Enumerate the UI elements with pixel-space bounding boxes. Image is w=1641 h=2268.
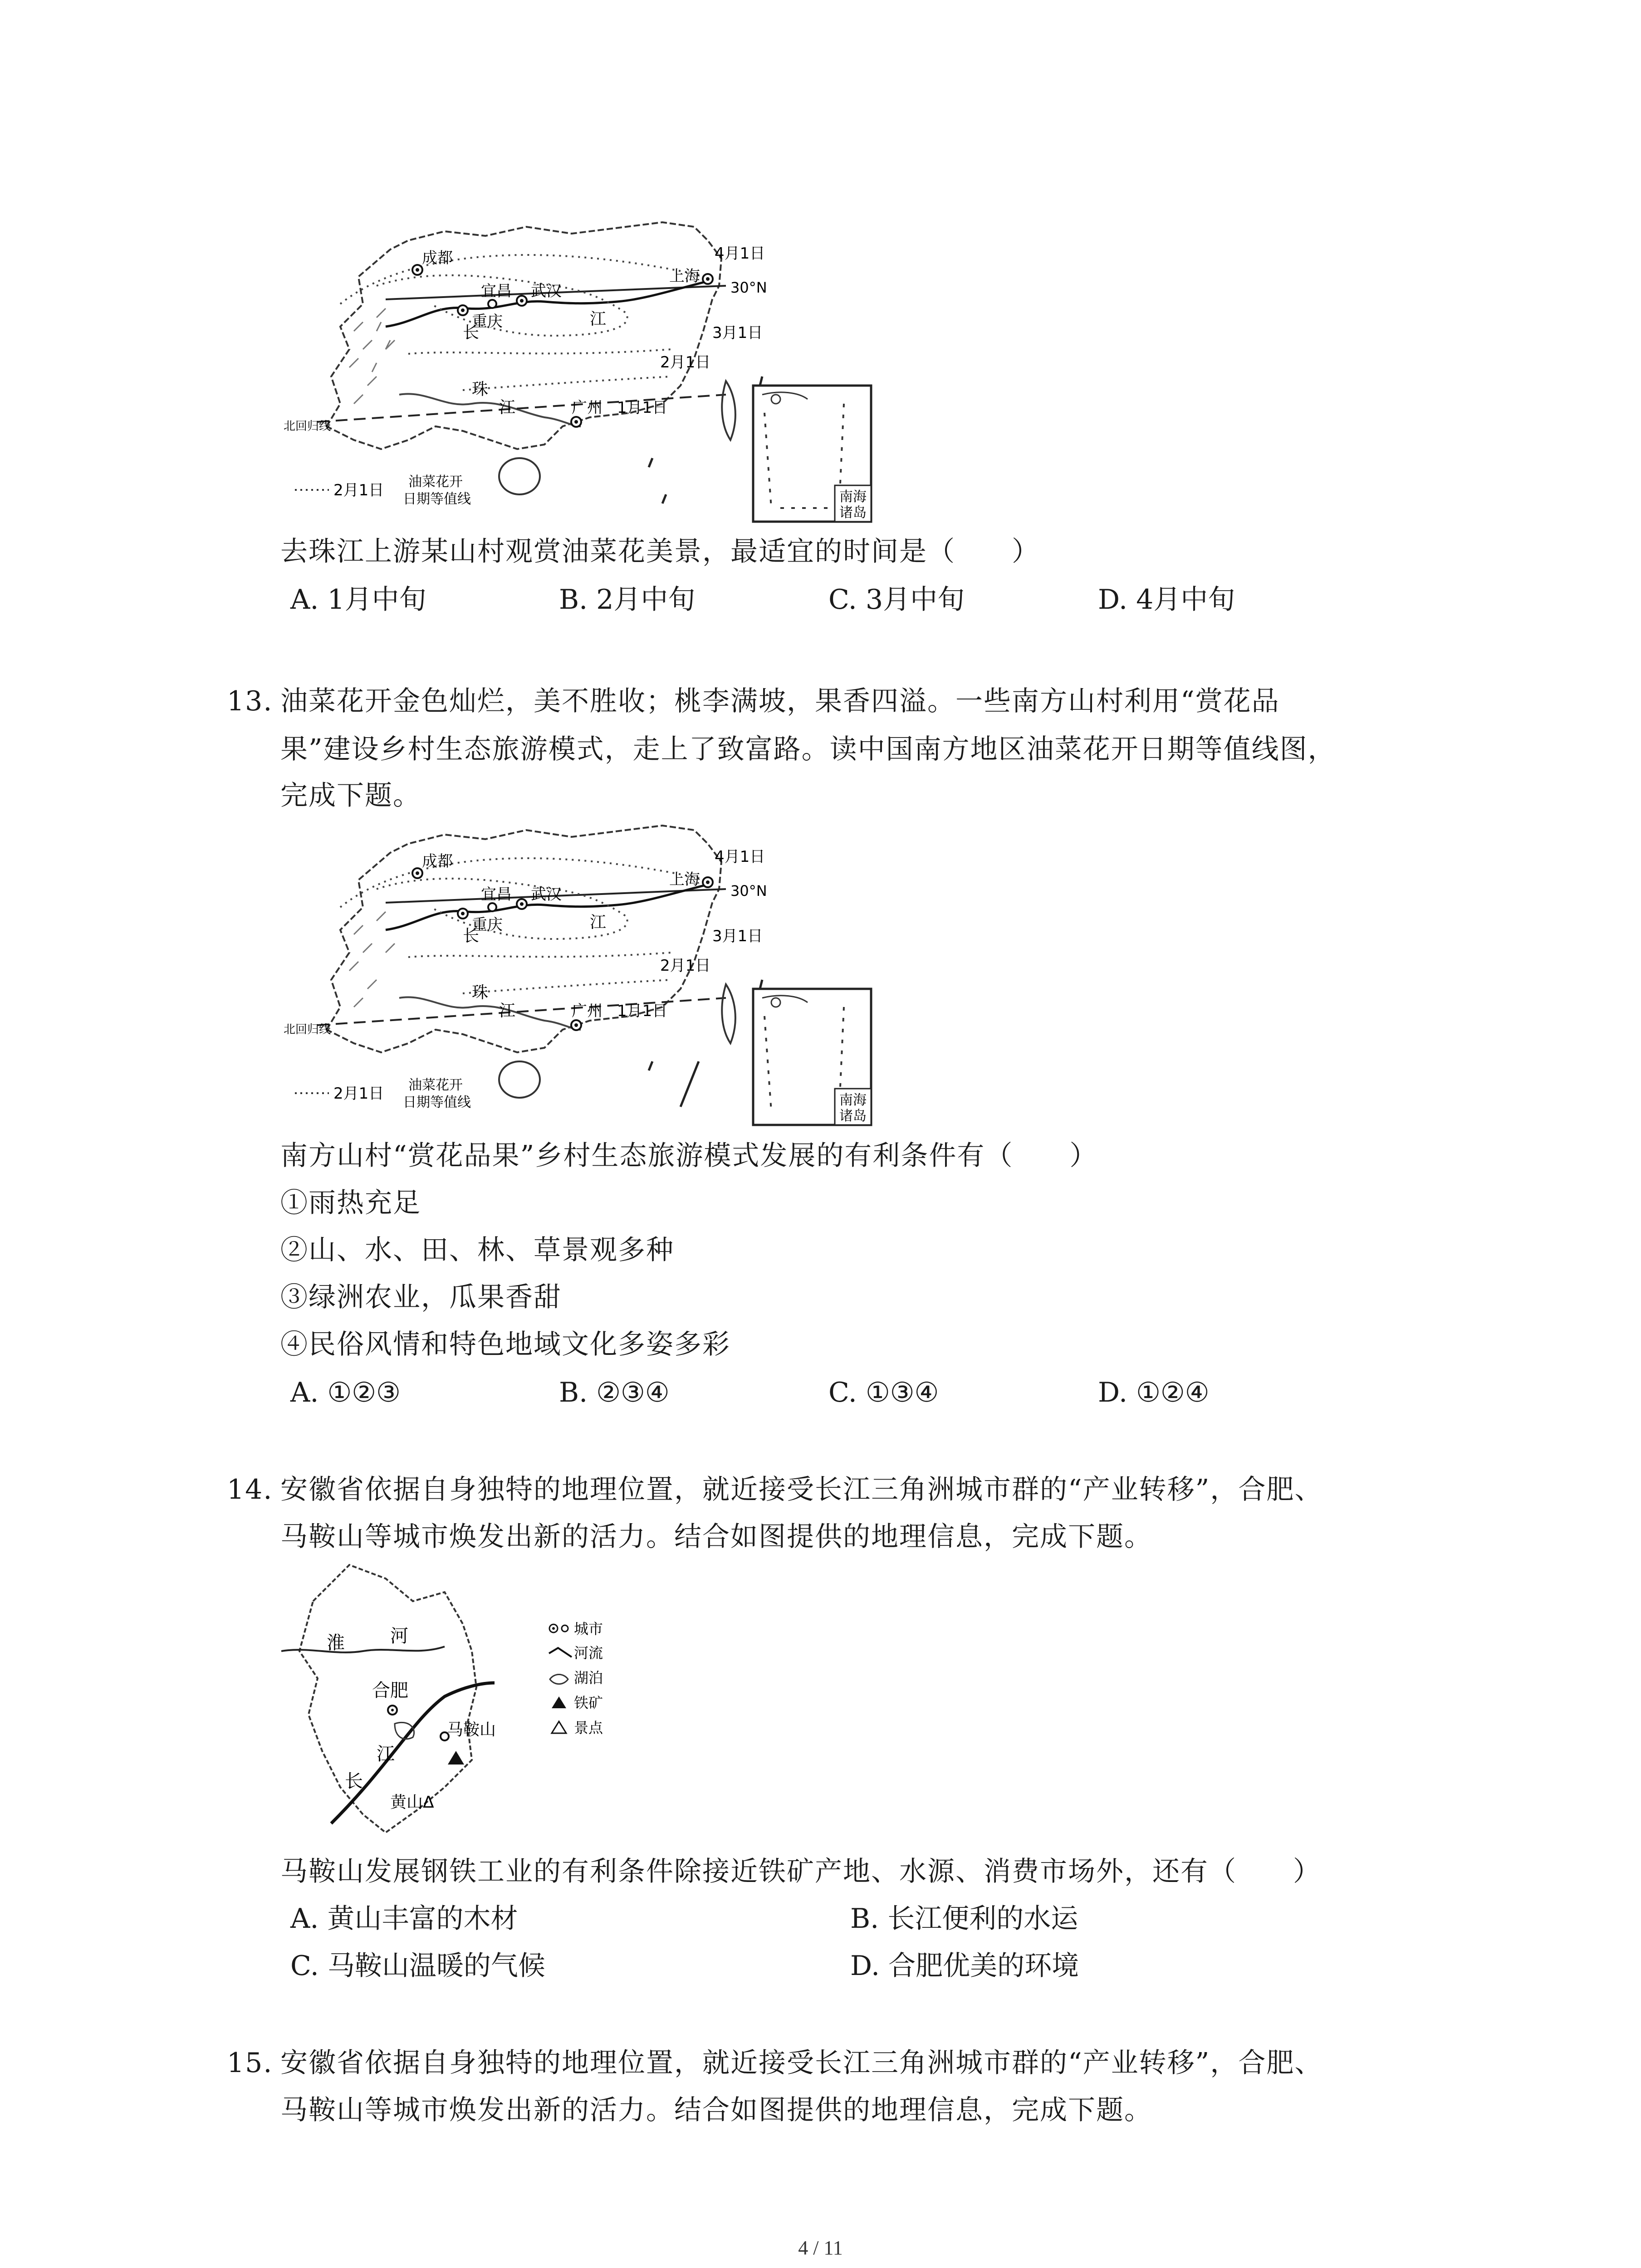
label-huangshan: 黄山Δ — [390, 1793, 434, 1812]
isoline-mar1: 3月1日 — [712, 324, 763, 342]
isoline-mar1: 3月1日 — [712, 927, 763, 945]
q13-intro-line-3: 完成下题。 — [280, 780, 421, 811]
legend-river: 河流 — [574, 1644, 603, 1662]
page-number: 4 / 11 — [798, 2237, 843, 2259]
q13-item-2: ②山、水、田、林、草景观多种 — [280, 1234, 674, 1266]
inset-label-1: 南海 — [839, 1092, 867, 1108]
city-chengdu: 成都 — [422, 249, 453, 267]
city-chongqing: 重庆 — [472, 313, 503, 331]
q14-stem: 马鞍山发展钢铁工业的有利条件除接近铁矿产地、水源、消费市场外，还有（ ） — [280, 1856, 1321, 1887]
q13-intro-line-2: 果”建设乡村生态旅游模式，走上了致富路。读中国南方地区油菜花开日期等值线图， — [280, 733, 1336, 765]
tropic-label: 北回归线 — [284, 1023, 331, 1036]
label-he: 河 — [390, 1626, 408, 1647]
legend-text-2: 日期等值线 — [403, 491, 471, 507]
legend-date: 2月1日 — [333, 481, 384, 499]
q12-stem: 去珠江上游某山村观赏油菜花美景，最适宜的时间是（ ） — [280, 536, 1040, 567]
anhui-map — [281, 1560, 653, 1842]
inset-label-2: 诸岛 — [839, 505, 867, 521]
isoline-jan1: 1月1日 — [617, 1002, 668, 1020]
river-char-jiang-2: 江 — [499, 398, 516, 417]
q14-option-b[interactable]: B. 长江便利的水运 — [850, 1903, 1078, 1935]
q14-option-d[interactable]: D. 合肥优美的环境 — [850, 1950, 1079, 1982]
q13-intro-line-1: 油菜花开金色灿烂，美不胜收；桃李满坡，果香四溢。一些南方山村利用“赏花品 — [280, 685, 1280, 717]
legend-text-2: 日期等值线 — [403, 1095, 471, 1110]
city-wuhan: 武汉 — [531, 282, 562, 300]
isoline-feb1: 2月1日 — [660, 353, 711, 371]
q14-option-c[interactable]: C. 马鞍山温暖的气候 — [290, 1950, 545, 1982]
q14-option-a[interactable]: A. 黄山丰富的木材 — [290, 1903, 518, 1935]
inset-label-1: 南海 — [839, 489, 867, 505]
isoline-jan1: 1月1日 — [617, 399, 668, 417]
legend-text-1: 油菜花开 — [408, 474, 463, 490]
label-hefei: 合肥 — [372, 1680, 408, 1701]
river-char-chang: 长 — [463, 323, 480, 342]
mountain-hatching — [349, 308, 395, 404]
q12-option-a[interactable]: A. 1月中旬 — [290, 584, 426, 616]
legend-lake: 湖泊 — [574, 1669, 603, 1686]
river-char-jiang-2: 江 — [499, 1002, 516, 1020]
label-huai: 淮 — [327, 1633, 345, 1653]
legend-iron-mine: 铁矿 — [574, 1694, 603, 1711]
q15-intro-line-2: 马鞍山等城市焕发出新的活力。结合如图提供的地理信息，完成下题。 — [280, 2094, 1152, 2126]
rapeseed-isoline-map-1 — [272, 213, 880, 531]
q14-intro-line-2: 马鞍山等城市焕发出新的活力。结合如图提供的地理信息，完成下题。 — [280, 1521, 1152, 1553]
q15-number: 15. — [227, 2047, 273, 2079]
q13-option-c[interactable]: C. ①③④ — [828, 1377, 939, 1408]
city-yichang: 宜昌 — [481, 282, 512, 300]
city-wuhan: 武汉 — [531, 885, 562, 904]
river-char-zhu: 珠 — [472, 983, 489, 1002]
q13-option-b[interactable]: B. ②③④ — [559, 1377, 670, 1408]
q13-item-1: ①雨热充足 — [280, 1187, 421, 1219]
river-char-chang: 长 — [463, 927, 480, 945]
river-char-jiang: 江 — [590, 310, 607, 328]
q13-item-4: ④民俗风情和特色地域文化多姿多彩 — [280, 1329, 730, 1360]
city-shanghai: 上海 — [669, 870, 700, 889]
q13-item-3: ③绿洲农业，瓜果香甜 — [280, 1281, 562, 1313]
q13-number: 13. — [227, 685, 273, 717]
q13-option-d[interactable]: D. ①②④ — [1098, 1377, 1210, 1408]
isoline-apr1: 4月1日 — [715, 244, 765, 263]
latitude-label: 30°N — [730, 279, 767, 296]
q14-intro-line-1: 安徽省依据自身独特的地理位置，就近接受长江三角洲城市群的“产业转移”，合肥、 — [280, 1474, 1323, 1505]
q14-number: 14. — [227, 1474, 273, 1505]
label-chang: 长 — [345, 1771, 363, 1792]
city-yichang: 宜昌 — [481, 885, 512, 904]
city-shanghai: 上海 — [669, 267, 700, 285]
legend-text-1: 油菜花开 — [408, 1077, 463, 1093]
latitude-label: 30°N — [730, 882, 767, 899]
label-jiang: 江 — [377, 1744, 395, 1765]
river-char-zhu: 珠 — [472, 380, 489, 399]
q15-intro-line-1: 安徽省依据自身独特的地理位置，就近接受长江三角洲城市群的“产业转移”，合肥、 — [280, 2047, 1323, 2079]
legend-scenic-spot: 景点 — [574, 1719, 603, 1736]
q12-option-b[interactable]: B. 2月中旬 — [559, 584, 696, 616]
city-chongqing: 重庆 — [472, 916, 503, 934]
q12-option-c[interactable]: C. 3月中旬 — [828, 584, 965, 616]
city-guangzhou: 广州 — [572, 399, 603, 417]
legend-city: 城市 — [574, 1620, 603, 1637]
river-char-jiang: 江 — [590, 913, 607, 932]
isoline-apr1: 4月1日 — [715, 848, 765, 866]
label-maanshan: 马鞍山 — [447, 1721, 496, 1739]
city-chengdu: 成都 — [422, 852, 453, 870]
inset-label-2: 诸岛 — [839, 1108, 867, 1124]
q12-option-d[interactable]: D. 4月中旬 — [1098, 584, 1235, 616]
isoline-feb1: 2月1日 — [660, 957, 711, 975]
city-guangzhou: 广州 — [572, 1002, 603, 1020]
q13-option-a[interactable]: A. ①②③ — [290, 1377, 401, 1408]
q13-stem: 南方山村“赏花品果”乡村生态旅游模式发展的有利条件有（ ） — [280, 1140, 1098, 1172]
tropic-label: 北回归线 — [284, 420, 331, 433]
legend-date: 2月1日 — [333, 1085, 384, 1103]
rapeseed-isoline-map-2 — [272, 816, 880, 1134]
